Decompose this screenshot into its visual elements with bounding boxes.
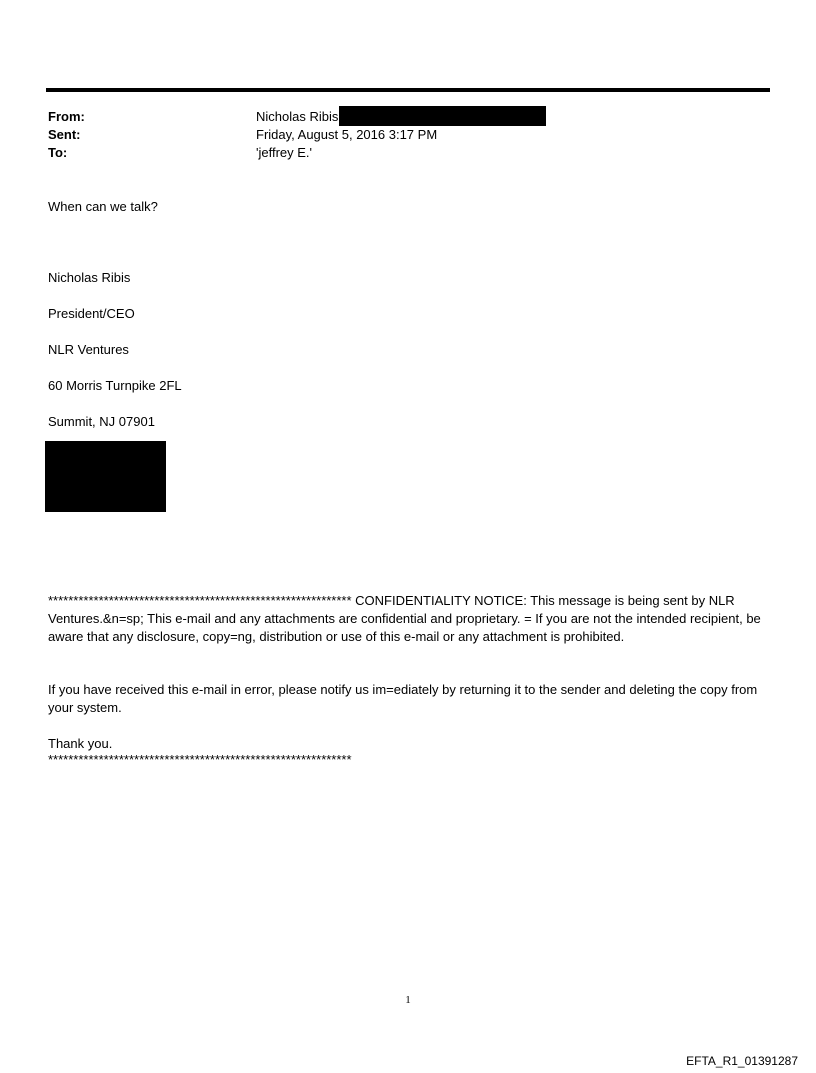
- to-value: 'jeffrey E.': [256, 145, 313, 160]
- from-name: Nicholas Ribis: [256, 109, 339, 124]
- stars-open: ************************************************************: [48, 593, 352, 608]
- confidentiality-notice: [48, 592, 764, 646]
- redaction-block-signature: [45, 441, 166, 512]
- signature-title: President/CEO: [48, 306, 135, 321]
- document-id: EFTA_R1_01391287: [686, 1054, 798, 1068]
- to-label: To:: [48, 145, 68, 160]
- message-text: When can we talk?: [48, 199, 158, 214]
- confidentiality-paragraph-2: If you have received this e-mail in error, please notify us im=ediately by returning it to the sender and deleting the copy from your system.: [48, 682, 758, 715]
- confidentiality-paragraph-1: CONFIDENTIALITY NOTICE: This message is being sent by NLR Ventures.&n=sp; This e-mail and any attachments are confidential and proprietary. = If you are not the intended recipient, be aware that any disclosure, copy=ng, distribution or use of this e-mail or any attachment is prohibited.: [48, 593, 761, 644]
- thanks-text: Thank you.: [48, 736, 113, 751]
- sent-label: Sent:: [48, 127, 81, 142]
- sent-value: Friday, August 5, 2016 3:17 PM: [256, 127, 438, 142]
- signature-address-line1: 60 Morris Turnpike 2FL: [48, 378, 182, 393]
- page-number: 1: [405, 994, 411, 1006]
- stars-close: ************************************************************: [48, 752, 352, 767]
- from-label: From:: [48, 109, 85, 124]
- signature-name: Nicholas Ribis: [48, 270, 131, 285]
- from-value: [256, 108, 338, 125]
- signature-address-line2: Summit, NJ 07901: [48, 414, 155, 429]
- redaction-block-email: [339, 106, 546, 126]
- header-rule: [46, 88, 770, 92]
- signature-company: NLR Ventures: [48, 342, 129, 357]
